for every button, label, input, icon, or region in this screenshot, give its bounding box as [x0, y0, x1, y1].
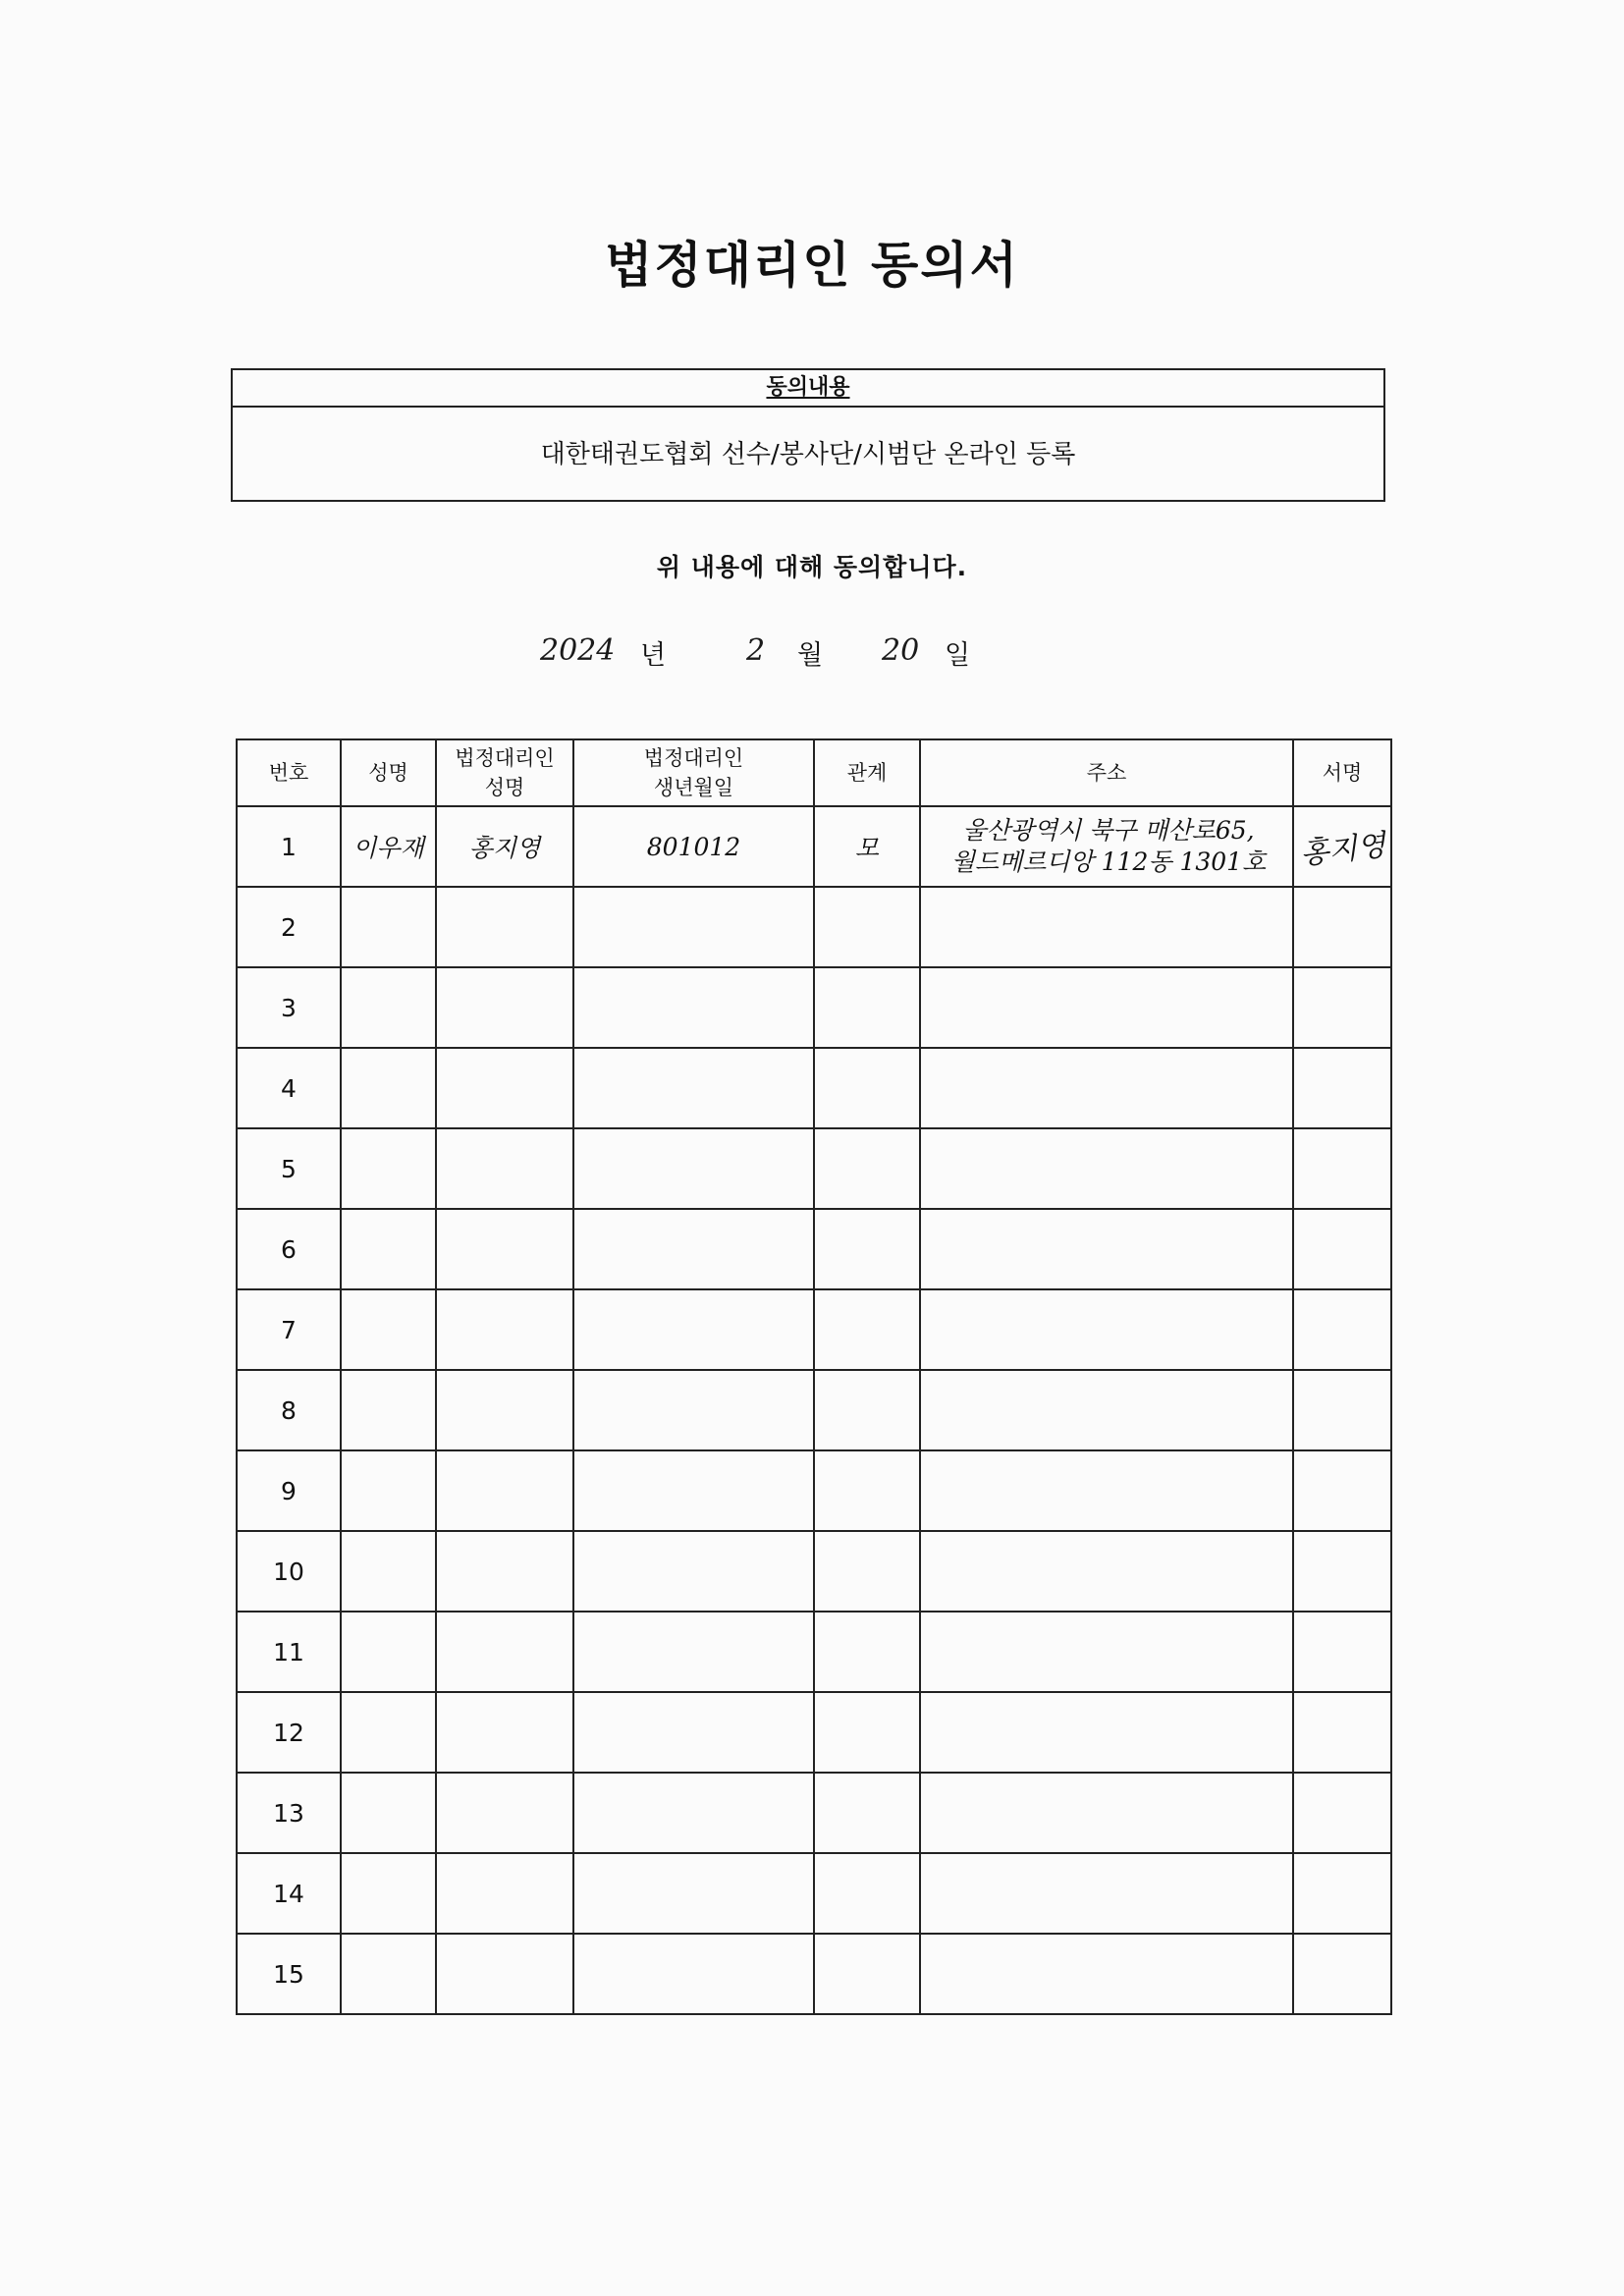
cell-guardian-name[interactable]	[436, 1209, 573, 1289]
table-row	[237, 1531, 1391, 1612]
header-name: 성명	[341, 739, 436, 806]
cell-no: 7	[237, 1289, 341, 1370]
header-signature: 서명	[1293, 739, 1391, 806]
cell-no: 5	[237, 1128, 341, 1209]
table-row	[237, 1853, 1391, 1934]
cell-guardian-name[interactable]	[436, 967, 573, 1048]
cell-name[interactable]	[341, 1531, 436, 1612]
table-row	[237, 806, 1391, 887]
cell-name[interactable]	[341, 1612, 436, 1692]
cell-name[interactable]	[341, 1853, 436, 1934]
table-row	[237, 1128, 1391, 1209]
table-row	[237, 1773, 1391, 1853]
cell-signature[interactable]	[1293, 1934, 1391, 2014]
cell-relation[interactable]	[814, 1692, 920, 1773]
cell-name[interactable]	[341, 1370, 436, 1450]
cell-guardian-name[interactable]	[436, 1934, 573, 2014]
cell-address[interactable]	[920, 1773, 1293, 1853]
header-guardian-name-label: 법정대리인 성명	[455, 746, 555, 799]
cell-address[interactable]	[920, 1450, 1293, 1531]
cell-relation[interactable]	[814, 1370, 920, 1450]
cell-name[interactable]	[341, 1289, 436, 1370]
cell-relation[interactable]	[814, 887, 920, 967]
cell-signature[interactable]	[1293, 1450, 1391, 1531]
consent-header: 동의내용	[233, 370, 1383, 408]
date-year-value[interactable]: 2024	[540, 633, 616, 668]
table-row	[237, 1692, 1391, 1773]
cell-no: 4	[237, 1048, 341, 1128]
cell-guardian-birth[interactable]	[573, 1209, 814, 1289]
date-month-value[interactable]: 2	[746, 633, 766, 668]
cell-guardian-birth[interactable]	[573, 967, 814, 1048]
cell-signature[interactable]	[1293, 1289, 1391, 1370]
cell-no: 3	[237, 967, 341, 1048]
cell-guardian-name[interactable]	[436, 1773, 573, 1853]
cell-relation[interactable]: 모	[814, 806, 920, 887]
cell-name[interactable]	[341, 1048, 436, 1128]
cell-name[interactable]	[341, 887, 436, 967]
signature-mark: 홍지영	[1298, 828, 1387, 872]
cell-guardian-birth[interactable]	[573, 1128, 814, 1209]
consent-content: 대한태권도협회 선수/봉사단/시범단 온라인 등록	[540, 440, 1076, 469]
cell-address[interactable]	[920, 1531, 1293, 1612]
cell-guardian-name[interactable]	[436, 1692, 573, 1773]
cell-signature[interactable]	[1293, 1048, 1391, 1128]
cell-address[interactable]	[920, 1612, 1293, 1692]
header-guardian-name	[436, 739, 573, 806]
cell-name[interactable]	[341, 1450, 436, 1531]
cell-address[interactable]	[920, 967, 1293, 1048]
cell-guardian-birth[interactable]	[573, 1692, 814, 1773]
cell-address[interactable]	[920, 1370, 1293, 1450]
cell-guardian-birth[interactable]	[573, 887, 814, 967]
table-row	[237, 1934, 1391, 2014]
address-line-1: 울산광역시 북구 매산로65,	[962, 816, 1255, 845]
cell-no: 6	[237, 1209, 341, 1289]
date-day-value[interactable]: 20	[882, 633, 920, 668]
cell-signature[interactable]	[1293, 1128, 1391, 1209]
table-row	[237, 1289, 1391, 1370]
cell-address[interactable]	[920, 1853, 1293, 1934]
guardian-registry-table	[236, 738, 1392, 2015]
cell-guardian-name[interactable]: 홍지영	[436, 806, 573, 887]
cell-guardian-name[interactable]	[436, 1128, 573, 1209]
table-row	[237, 1370, 1391, 1450]
cell-guardian-name[interactable]	[436, 1048, 573, 1128]
cell-no: 1	[237, 806, 341, 887]
cell-name[interactable]	[341, 1209, 436, 1289]
table-row	[237, 1612, 1391, 1692]
cell-no: 9	[237, 1450, 341, 1531]
cell-address[interactable]	[920, 1692, 1293, 1773]
cell-guardian-name[interactable]	[436, 1289, 573, 1370]
cell-no: 10	[237, 1531, 341, 1612]
cell-no: 11	[237, 1612, 341, 1692]
cell-relation[interactable]	[814, 967, 920, 1048]
cell-signature[interactable]	[1293, 1531, 1391, 1612]
consent-box	[231, 368, 1385, 502]
table-row	[237, 887, 1391, 967]
cell-guardian-birth[interactable]	[573, 1450, 814, 1531]
cell-address[interactable]	[920, 806, 1293, 887]
header-no: 번호	[237, 739, 341, 806]
date-day-unit: 일	[945, 640, 971, 671]
cell-relation[interactable]	[814, 1612, 920, 1692]
cell-name[interactable]: 이우재	[341, 806, 436, 887]
cell-guardian-name[interactable]	[436, 887, 573, 967]
cell-relation[interactable]	[814, 1934, 920, 2014]
table-row	[237, 1209, 1391, 1289]
cell-relation[interactable]	[814, 1048, 920, 1128]
address-line-2: 월드메르디앙 112동 1301호	[950, 847, 1267, 876]
cell-no: 15	[237, 1934, 341, 2014]
agreement-statement: 위 내용에 대해 동의합니다.	[656, 553, 968, 581]
cell-guardian-name[interactable]	[436, 1853, 573, 1934]
header-guardian-birth	[573, 739, 814, 806]
cell-signature[interactable]	[1293, 1370, 1391, 1450]
cell-relation[interactable]	[814, 1531, 920, 1612]
cell-relation[interactable]	[814, 1853, 920, 1934]
cell-relation[interactable]	[814, 1289, 920, 1370]
cell-address[interactable]	[920, 1289, 1293, 1370]
cell-signature[interactable]	[1293, 1209, 1391, 1289]
cell-guardian-birth[interactable]	[573, 1048, 814, 1128]
cell-no: 13	[237, 1773, 341, 1853]
date-month-unit: 월	[797, 640, 824, 671]
header-relation: 관계	[814, 739, 920, 806]
table-row	[237, 1450, 1391, 1531]
cell-guardian-birth[interactable]	[573, 1612, 814, 1692]
cell-relation[interactable]	[814, 1128, 920, 1209]
date-year-unit: 년	[640, 640, 667, 671]
table-row	[237, 967, 1391, 1048]
cell-address[interactable]	[920, 1128, 1293, 1209]
cell-address[interactable]	[920, 887, 1293, 967]
cell-address[interactable]	[920, 1209, 1293, 1289]
cell-guardian-name[interactable]	[436, 1370, 573, 1450]
header-guardian-birth-label: 법정대리인 생년월일	[643, 746, 744, 799]
cell-relation[interactable]	[814, 1773, 920, 1853]
cell-name[interactable]	[341, 1692, 436, 1773]
cell-signature[interactable]	[1293, 1773, 1391, 1853]
cell-guardian-name[interactable]	[436, 1531, 573, 1612]
cell-guardian-birth[interactable]	[573, 1934, 814, 2014]
table-header-row	[237, 739, 1391, 806]
table-row	[237, 1048, 1391, 1128]
cell-signature[interactable]	[1293, 967, 1391, 1048]
cell-guardian-birth[interactable]	[573, 1370, 814, 1450]
cell-guardian-birth[interactable]	[573, 1289, 814, 1370]
cell-signature[interactable]	[1293, 1612, 1391, 1692]
cell-no: 14	[237, 1853, 341, 1934]
header-address: 주소	[920, 739, 1293, 806]
cell-name[interactable]	[341, 1773, 436, 1853]
cell-signature[interactable]	[1293, 1692, 1391, 1773]
cell-no: 2	[237, 887, 341, 967]
cell-guardian-name[interactable]	[436, 1612, 573, 1692]
cell-guardian-birth[interactable]	[573, 1853, 814, 1934]
cell-relation[interactable]	[814, 1450, 920, 1531]
cell-no: 12	[237, 1692, 341, 1773]
date-line	[530, 633, 1080, 683]
cell-no: 8	[237, 1370, 341, 1450]
cell-signature[interactable]	[1293, 887, 1391, 967]
cell-guardian-birth[interactable]	[573, 1531, 814, 1612]
cell-relation[interactable]	[814, 1209, 920, 1289]
cell-guardian-name[interactable]	[436, 1450, 573, 1531]
cell-name[interactable]	[341, 1128, 436, 1209]
page-title: 법정대리인 동의서	[605, 236, 1019, 294]
cell-signature[interactable]	[1293, 806, 1391, 887]
cell-address[interactable]	[920, 1048, 1293, 1128]
cell-guardian-birth[interactable]: 801012	[573, 806, 814, 887]
cell-guardian-birth[interactable]	[573, 1773, 814, 1853]
cell-address[interactable]	[920, 1934, 1293, 2014]
cell-signature[interactable]	[1293, 1853, 1391, 1934]
cell-name[interactable]	[341, 967, 436, 1048]
cell-name[interactable]	[341, 1934, 436, 2014]
